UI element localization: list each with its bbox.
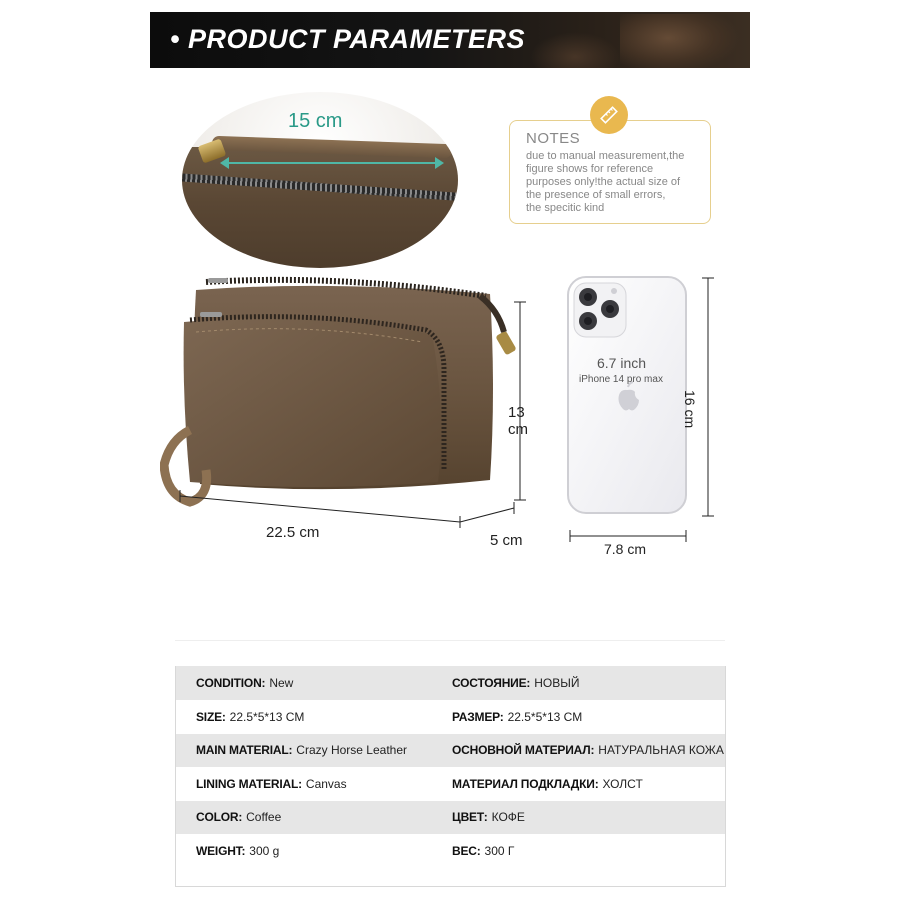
spec-value: НОВЫЙ [534,676,580,690]
spec-row [176,734,725,768]
spec-cell-ru [452,734,724,768]
notes-line: figure shows for reference [526,163,654,175]
spec-value: Coffee [246,810,282,825]
spec-key: COLOR: [196,810,243,825]
spec-key: CONDITION: [196,676,266,690]
spec-row [176,700,725,734]
spec-key: МАТЕРИАЛ ПОДКЛАДКИ: [452,776,599,791]
spec-value: ХОЛСТ [602,776,643,791]
spec-row [176,801,725,835]
notes-line: the specitic kind [526,202,605,214]
ruler-icon [590,96,628,134]
spec-value: Canvas [305,776,347,791]
phone-model: iPhone 14 pro max [579,374,663,385]
spec-key: SIZE: [196,709,226,724]
spec-key: ЦВЕТ: [452,810,488,825]
spec-value: 22.5*5*13 CM [229,709,305,724]
spec-key: СОСТОЯНИЕ: [452,676,531,690]
spec-key: MAIN MATERIAL: [196,743,293,758]
phone-width-label: 7.8 cm [604,541,647,557]
spec-value: 22.5*5*13 CM [507,709,583,724]
divider [175,640,725,641]
spec-cell-en [196,700,304,734]
spec-cell-ru [452,801,525,835]
bag-height-value: 13 [508,404,525,421]
notes-text [526,150,706,215]
spec-value: Crazy Horse Leather [296,743,408,758]
bag-width-label: 22.5 cm [266,524,320,541]
spec-row [176,666,725,700]
phone-height-label: 16 cm [682,390,698,429]
strap-length-arrow [222,162,442,164]
spec-cell-ru [452,666,579,700]
bag-front-pocket [184,318,441,487]
notes-title: NOTES [526,130,581,147]
header-banner [150,12,750,68]
spec-cell-ru [452,834,514,868]
spec-cell-en [196,666,293,700]
banner-title: • PRODUCT PARAMETERS [170,24,525,54]
bag-depth-label: 5 cm [490,532,523,549]
spec-cell-ru [452,767,643,801]
notes-line: due to manual measurement,the [526,150,685,162]
spec-value: 300 Г [484,843,515,858]
spec-cell-ru [452,700,582,734]
spec-key: LINING MATERIAL: [196,776,302,791]
strap-length-label: 15 cm [288,110,343,132]
banner-photo-detail [530,32,620,68]
spec-cell-en [196,801,281,835]
spec-key: ВЕС: [452,843,481,858]
banner-photo-detail [620,14,740,68]
spec-cell-en [196,767,347,801]
spec-key: РАЗМЕР: [452,709,504,724]
spec-key: ОСНОВНОЙ МАТЕРИАЛ: [452,743,595,758]
spec-value: New [269,676,294,690]
phone-screen-size: 6.7 inch [597,355,647,371]
spec-cell-en [196,734,407,768]
spec-value: КОФЕ [491,810,525,825]
spec-value: НАТУРАЛЬНАЯ КОЖА [598,743,724,758]
phone-dimension-lines [560,270,730,550]
spec-row [176,767,725,801]
spec-cell-en [196,834,279,868]
spec-row [176,834,725,868]
notes-line: purposes only!the actual size of [526,176,681,188]
bag-height-unit: cm [508,421,528,438]
notes-line: the presence of small errors, [526,189,666,201]
spec-value: 300 g [249,843,280,858]
bag-image [160,270,530,530]
spec-table [175,666,726,887]
spec-key: WEIGHT: [196,843,246,858]
